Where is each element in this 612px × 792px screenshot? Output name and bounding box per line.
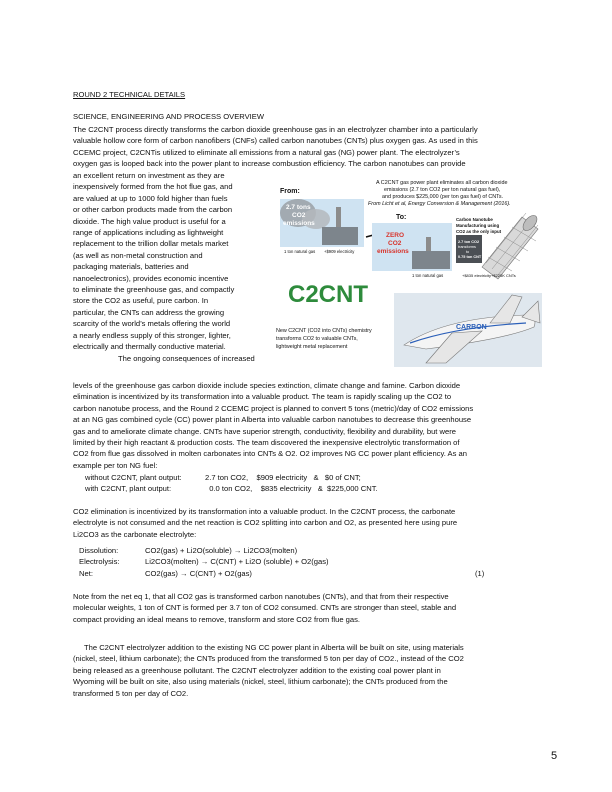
note-line: Note from the net eq 1, that all CO2 gas is transformed carbon nanotubes (CNTs), and that from their respective — [73, 592, 449, 601]
equation-row — [79, 568, 484, 579]
equation-formula: Li2CO3(molten) → C(CNT) + Li2O (soluble) + O2(gas) — [145, 557, 329, 567]
chemistry-line: lightweight metal replacement — [276, 344, 348, 350]
equation-label: Electrolysis: — [79, 557, 120, 567]
left-line: replacement to the trillion dollar metals market — [73, 239, 229, 249]
to-label: To: — [396, 214, 407, 221]
chemistry-line: transforms CO2 to valuable CNTs, — [276, 336, 358, 342]
electricity-cnt-label: +$835 electricity+$225K CNTs — [462, 273, 516, 278]
final-line: being released as a greenhouse pollutant. The C2CNT electrolyzer addition to the existing coal power plant in — [73, 665, 441, 675]
final-line: (nickel, steel, lithium carbonate); the CNTs produced from the transformed 5 ton per day of CO2., instead of the CO2 — [73, 654, 464, 664]
consequences-line: limited by their high reactant & production costs. The team discovered the inexpensive electrolytic transformation of — [73, 438, 460, 448]
left-line: a nearly endless supply of this stronger, lighter, — [73, 330, 231, 340]
transform-label: transforms — [458, 245, 476, 249]
left-line: scarcity of the world’s metals offering the world — [73, 319, 231, 329]
section-subheading: SCIENCE, ENGINEERING AND PROCESS OVERVIEW — [73, 112, 265, 121]
equation-formula: CO2(gas) + Li2O(soluble) → Li2CO3(molten) — [145, 546, 298, 555]
page-number: 5 — [551, 750, 558, 762]
equations-block — [79, 545, 484, 579]
transform-label: 2.7 ton CO2 — [458, 240, 480, 244]
equation-label: Net: — [79, 568, 93, 578]
consequences-line: carbon nanotube process, and the Round 2 CCEMC project is planned to convert 5 tons (metric)/day of CO2 emissions — [73, 403, 474, 413]
c2cnt-logo: C2CNT — [288, 281, 369, 308]
zero-emissions-label: ZERO — [386, 232, 405, 239]
example-row — [85, 472, 378, 483]
left-line: store the CO2 as useful, pure carbon. In — [73, 296, 209, 306]
airplane-icon — [394, 293, 542, 367]
equation-label: Dissolution: — [79, 546, 119, 555]
figure-caption-line: and produces $225,000 (per ton gas fuel) of CNTs. — [382, 194, 504, 200]
from-label: From: — [280, 188, 300, 195]
intro-line: oxygen gas is looped back into the power plant to increase combustion efficiency. The carbon nanotubes can provide — [73, 159, 466, 169]
note-line: molecular weights, 1 ton of CNT is formed per 3.7 ton of CO2 consumed. CNTs are stronger than steel, stable and — [73, 603, 457, 613]
figure-caption-line: emissions (2.7 ton CO2 per ton natural gas fuel), — [384, 187, 501, 193]
elimination-paragraph — [73, 506, 539, 540]
cnt-manufacturing-label: CO2 as the only input — [456, 229, 502, 234]
intro-line: CCEMC project, C2CNTis utilized to eliminate all emissions from a natural gas (NG) power plant. The electrolyzer’s — [73, 147, 460, 157]
intro-line: The C2CNT process directly transforms the carbon dioxide greenhouse gas in an electrolyzer chamber into a particularly — [73, 125, 478, 134]
equation-row — [79, 545, 484, 556]
gas-label: 1 ton natural gas — [412, 273, 444, 278]
chemistry-line: New C2CNT (CO2 into CNTs) chemistry — [276, 328, 372, 334]
elimination-line: Li2CO3 as the carbonate electrolyte: — [73, 529, 197, 539]
left-line: particular, the CNTs can address the growing — [73, 307, 225, 317]
transform-label: 0.75 ton CNT — [458, 255, 482, 259]
figure-caption-line: A C2CNT gas power plant eliminates all carbon dioxide — [376, 180, 508, 186]
power-plant-icon — [322, 227, 358, 245]
left-line: electrically and thermally conductive material. — [73, 342, 226, 352]
transform-label: to — [466, 250, 470, 254]
elimination-line: electrolyte is not consumed and the net reaction is CO2 splitting into carbon and O2, as presented here using pure — [73, 518, 458, 528]
electricity-label: +$909 electricity — [324, 249, 355, 254]
consequences-line: elimination is incentivized by its transformation into a valuable product. The team is rapidly scaling up the CO2 to — [73, 392, 452, 402]
consequences-line: example per ton NG fuel: — [73, 460, 158, 470]
figure-caption-line: From Licht et al, Energy Conversion & Management (2016). — [368, 201, 511, 207]
note-line: compact providing an ideal means to remove, transform and store CO2 from flue gas. — [73, 614, 361, 624]
final-line: The C2CNT electrolyzer addition to the existing NG CC power plant in Alberta will be built on site, using materials — [84, 643, 464, 652]
left-line: nanoelectronics), provides economic incentive — [73, 273, 229, 283]
section-heading: ROUND 2 TECHNICAL DETAILS — [73, 90, 186, 99]
final-line: Wyoming will be built on site, also using materials (nickel, steel, lithium carbonate); the CNTs produced from the — [73, 677, 448, 687]
consequences-line: CO2 from flue gas dissolved in molten carbonates into CNTs & O2. O2 improves NG CC power plant efficiency. As an — [73, 449, 467, 459]
left-line: dioxide. The high value product is useful for a — [73, 216, 226, 226]
consequences-line: at an NG gas combined cycle (CC) power plant in Alberta into valuable carbon nanotubes to decrease this greenhouse — [73, 415, 472, 425]
left-line: are valued at up to 1000 fold higher than fuels — [73, 193, 228, 203]
equation-number: (1) — [475, 568, 485, 578]
final-paragraph — [73, 642, 539, 699]
emissions-label: emissions — [283, 220, 315, 227]
left-line: packaging materials, batteries and — [73, 262, 189, 272]
consequences-paragraph — [73, 380, 539, 471]
gas-label: 1 ton natural gas — [284, 249, 316, 254]
left-line: to eliminate the greenhouse gas, and compactly — [73, 285, 235, 295]
final-line: transformed 5 ton per day of CO2. — [73, 688, 189, 698]
c2cnt-illustration — [276, 177, 542, 370]
cnt-manufacturing-label: Carbon Nanotube — [456, 217, 493, 222]
consequences-line: gas and to ameliorate climate change. CNTs have superior strength, conductivity, flexibility and durability, but were — [73, 426, 456, 436]
c2cnt-figure — [276, 177, 542, 370]
equation-formula: CO2(gas) → C(CNT) + O2(gas) — [145, 568, 252, 578]
equation-row — [79, 556, 484, 567]
emissions-label: CO2 — [292, 212, 306, 219]
example-block — [85, 472, 378, 495]
consequences-line: levels of the greenhouse gas carbon dioxide include species extinction, climate change and famine. Carbon dioxide — [73, 381, 461, 390]
plane-livery-text: CARBON — [456, 324, 487, 331]
left-line: (as well as non-metal construction and — [73, 250, 203, 260]
example-values: 0.0 ton CO2, $835 electricity & $225,000 CNT. — [205, 484, 378, 494]
intro-paragraph — [73, 124, 539, 170]
left-column-text — [73, 170, 270, 364]
example-label: without C2CNT, plant output: — [85, 473, 182, 482]
zero-emissions-label: CO2 — [388, 240, 402, 247]
left-line: or other carbon products made from the carbon — [73, 205, 233, 215]
left-line: an excellent return on investment as they are — [73, 171, 225, 180]
example-values: 2.7 ton CO2, $909 electricity & $0 of CNT; — [205, 473, 361, 482]
note-paragraph — [73, 591, 539, 625]
example-label: with C2CNT, plant output: — [85, 484, 172, 494]
left-line: inexpensively formed from the hot flue gas, and — [73, 182, 233, 192]
zero-emissions-label: emissions — [377, 248, 409, 255]
consequences-first-line: The ongoing consequences of increased — [118, 353, 255, 363]
intro-line: valuable hollow core form of carbon nanofibers (CNFs) called carbon nanotubes (CNTs) plus oxygen gas. As used in this — [73, 136, 478, 146]
power-plant-icon — [412, 251, 450, 269]
left-line: range of applications including as lightweight — [73, 228, 224, 238]
cnt-manufacturing-label: Manufacturing using — [456, 223, 500, 228]
emissions-label: 2.7 tons — [286, 204, 311, 211]
example-row — [85, 483, 378, 494]
elimination-line: CO2 elimination is incentivized by its transformation into a valuable product. In the C2CNT process, the carbonate — [73, 507, 456, 516]
